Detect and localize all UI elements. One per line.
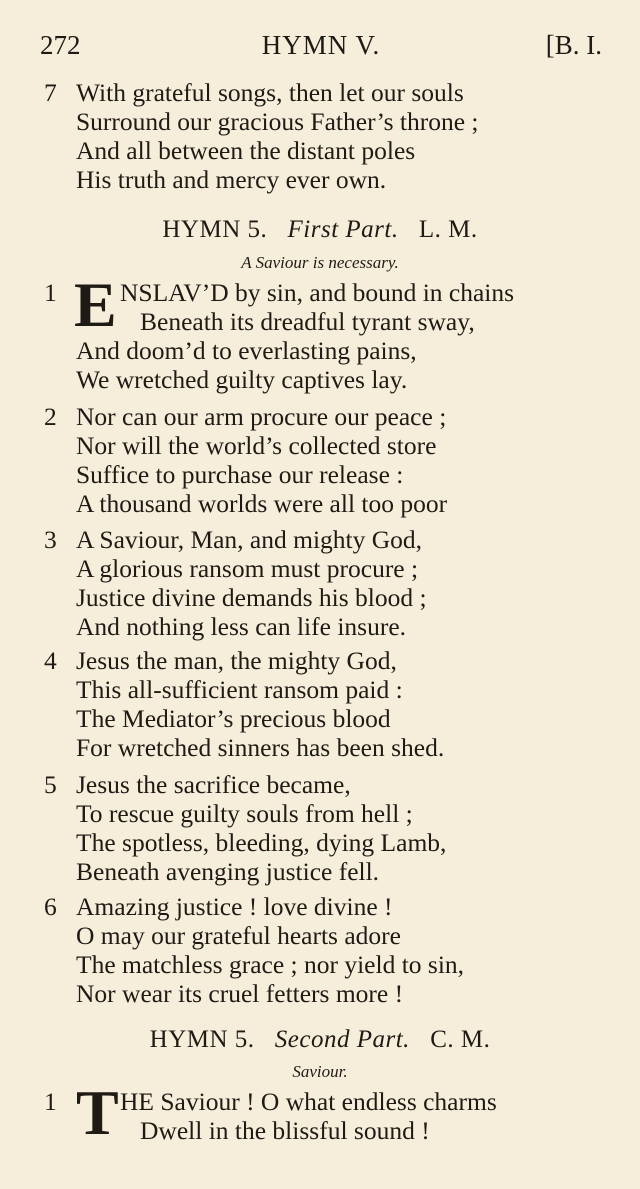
- verse-line: Suffice to purchase our release :: [76, 460, 404, 489]
- drop-cap: E: [74, 269, 117, 340]
- verse-line: NSLAV’D by sin, and bound in chains: [120, 278, 515, 307]
- stanza-number: 7: [44, 78, 57, 107]
- verse-line: This all-sufficient ransom paid :: [76, 675, 403, 704]
- verse-line: And doom’d to everlasting pains,: [76, 336, 417, 365]
- hymn-meter: L. M.: [418, 216, 478, 243]
- hymn-part: Second Part.: [274, 1026, 410, 1053]
- verse-line: Amazing justice ! love divine !: [76, 892, 393, 921]
- hymn-number: HYMN 5.: [149, 1026, 255, 1053]
- stanza-number: 3: [44, 525, 57, 554]
- verse-line: Jesus the man, the mighty God,: [76, 646, 397, 675]
- hymn-title: [0, 216, 640, 244]
- verse-line: Beneath its dreadful tyrant sway,: [140, 307, 475, 336]
- verse-line: HE Saviour ! O what endless charms: [120, 1087, 497, 1116]
- page-number: 272: [40, 30, 81, 60]
- verse-line: The Mediator’s precious blood: [76, 704, 391, 733]
- stanza-number: 4: [44, 646, 57, 675]
- drop-cap: T: [76, 1077, 119, 1148]
- stanza-number: 6: [44, 892, 57, 921]
- verse-line: Nor will the world’s collected store: [76, 431, 437, 460]
- hymn-subtitle: Saviour.: [292, 1062, 348, 1081]
- hymn-meter: C. M.: [430, 1026, 491, 1053]
- verse-line: The spotless, bleeding, dying Lamb,: [76, 828, 447, 857]
- verse-line: With grateful songs, then let our souls: [76, 78, 464, 107]
- verse-line: To rescue guilty souls from hell ;: [76, 799, 413, 828]
- stanza-number: 1: [44, 1087, 57, 1116]
- hymn-title: [0, 1026, 640, 1054]
- verse-line: A glorious ransom must procure ;: [76, 554, 419, 583]
- verse-line: For wretched sinners has been shed.: [76, 733, 445, 762]
- verse-line: His truth and mercy ever own.: [76, 165, 387, 194]
- verse-line: Nor can our arm procure our peace ;: [76, 402, 447, 431]
- stanza-number: 1: [44, 278, 57, 307]
- hymn-number: HYMN 5.: [162, 216, 268, 243]
- verse-line: A Saviour, Man, and mighty God,: [76, 525, 423, 554]
- stanza-number: 5: [44, 770, 57, 799]
- verse-line: The matchless grace ; nor yield to sin,: [76, 950, 465, 979]
- verse-line: Beneath avenging justice fell.: [76, 857, 380, 886]
- hymn-subtitle: A Saviour is necessary.: [241, 253, 399, 272]
- verse-line: Jesus the sacrifice became,: [76, 770, 351, 799]
- verse-line: And all between the distant poles: [76, 136, 416, 165]
- running-header: [40, 30, 602, 70]
- verse-line: And nothing less can life insure.: [76, 612, 407, 641]
- verse-line: Nor wear its cruel fetters more !: [76, 979, 404, 1008]
- verse-line: O may our grateful hearts adore: [76, 921, 401, 950]
- verse-line: A thousand worlds were all too poor: [76, 489, 448, 518]
- verse-line: We wretched guilty captives lay.: [76, 365, 408, 394]
- verse-line: Justice divine demands his blood ;: [76, 583, 427, 612]
- stanza-number: 2: [44, 402, 57, 431]
- hymn-part: First Part.: [287, 216, 399, 243]
- book-marker: [B. I.: [545, 30, 602, 60]
- verse-line: Dwell in the blissful sound !: [140, 1116, 430, 1145]
- verse-line: Surround our gracious Father’s throne ;: [76, 107, 479, 136]
- running-title: HYMN V.: [261, 30, 381, 60]
